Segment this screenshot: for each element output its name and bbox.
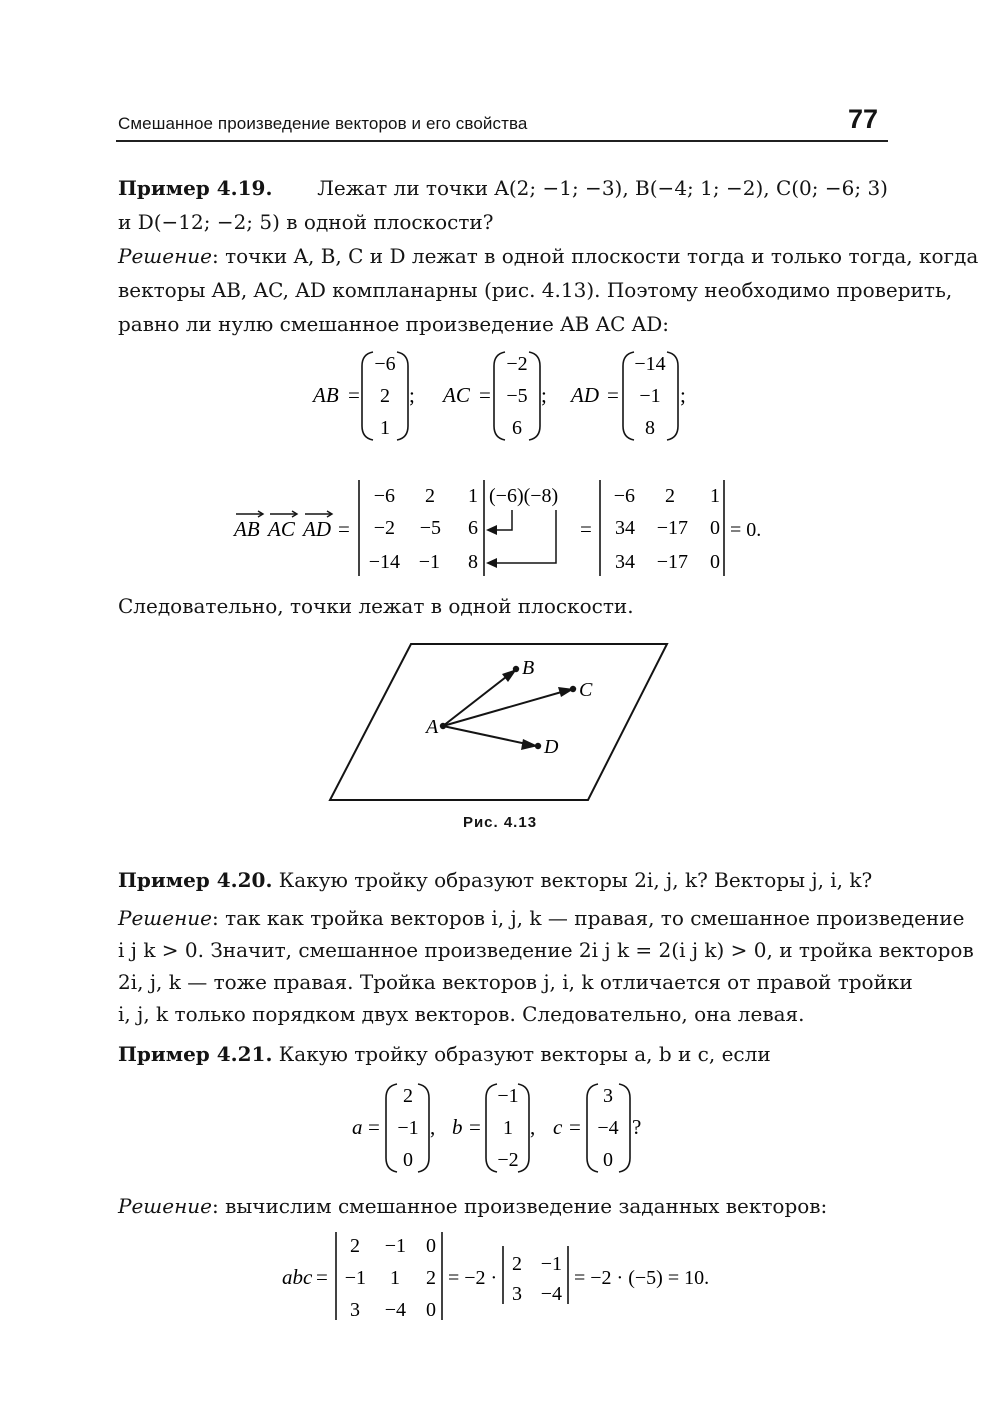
- vec-c-y: −4: [597, 1117, 619, 1139]
- minor-cell: 2: [512, 1253, 522, 1275]
- det2-cell: −17: [656, 517, 688, 539]
- example-419-label: Пример 4.19.: [118, 176, 273, 200]
- det-cell: 0: [426, 1299, 436, 1321]
- vec-ad-x: −14: [634, 353, 666, 375]
- semicolon: ;: [680, 383, 686, 407]
- det-cell: 0: [426, 1235, 436, 1257]
- det2-cell: 1: [710, 485, 720, 507]
- vector-lines: [443, 670, 572, 746]
- solution-label: Решение: [118, 906, 212, 930]
- solution-label: Решение: [118, 1194, 212, 1218]
- eq-sign: =: [607, 383, 619, 407]
- example-420-solution-l2: i j k > 0. Значит, смешанное произведение 2i j k = 2(i j k) > 0, и тройка векторов: [118, 938, 974, 962]
- det2-cell: 34: [615, 517, 635, 539]
- eq-sign: =: [580, 517, 592, 541]
- minor-cell: −1: [540, 1253, 562, 1275]
- example-419-question-l1: Лежат ли точки A(2; −1; −3), B(−4; 1; −2), C(0; −6; 3): [317, 176, 888, 200]
- det-cell: −14: [368, 551, 400, 573]
- solution-label: Решение: [118, 244, 212, 268]
- comma: ,: [430, 1115, 436, 1139]
- example-421-determinant: [0, 1226, 1000, 1326]
- vec-ad-name: AD: [571, 383, 599, 407]
- point-a-dot: [440, 723, 446, 729]
- det-cell: 2: [350, 1235, 360, 1257]
- vec-ab-y: 2: [380, 385, 390, 407]
- example-420-label: Пример 4.20.: [118, 868, 273, 892]
- det-vec-ab: AB: [234, 517, 260, 541]
- det-lhs: abc: [282, 1265, 313, 1289]
- minor-cell: 3: [512, 1283, 522, 1305]
- vec-ac-z: 6: [512, 417, 522, 439]
- semicolon: ;: [409, 383, 415, 407]
- det-cell: 1: [468, 485, 478, 507]
- det-cell: −1: [418, 551, 440, 573]
- vec-a-x: 2: [403, 1085, 413, 1107]
- point-b-dot: [513, 666, 519, 672]
- arrow-heads: [486, 525, 497, 568]
- point-d-dot: [535, 743, 541, 749]
- vector-arrowheads: [502, 669, 574, 750]
- vec-c-name: c: [553, 1115, 563, 1139]
- figure-caption: Рис. 4.13: [462, 814, 538, 831]
- vec-b-z: −2: [497, 1149, 519, 1171]
- point-c-label: C: [579, 679, 593, 701]
- example-420-solution-l1: [118, 906, 965, 930]
- minor-cell: −4: [540, 1283, 562, 1305]
- semicolon: ;: [541, 383, 547, 407]
- comma: ,: [530, 1115, 536, 1139]
- vec-ac-name: AC: [443, 383, 470, 407]
- vec-c-z: 0: [603, 1149, 613, 1171]
- det-multipliers: (−6)(−8): [489, 485, 559, 507]
- running-title: Смешанное произведение векторов и его свойства: [118, 114, 528, 133]
- det-cell: 6: [468, 517, 478, 539]
- vec-b-y: 1: [503, 1117, 513, 1139]
- point-b-label: B: [522, 657, 535, 679]
- example-420-text: Какую тройку образуют векторы 2i, j, k? Векторы j, i, k?: [278, 868, 873, 892]
- minor-coef: = −2 ·: [448, 1267, 498, 1289]
- page-number: 77: [848, 104, 879, 134]
- det-cell: −1: [384, 1235, 406, 1257]
- solution-text: : вычислим смешанное произведение заданных векторов:: [211, 1194, 828, 1218]
- example-419-determinant: [0, 474, 1000, 584]
- vec-ab-z: 1: [380, 417, 390, 439]
- question-mark: ?: [632, 1115, 642, 1139]
- det2-cell: 0: [710, 517, 720, 539]
- example-421-solution-l1: [118, 1194, 888, 1218]
- det-cell: 3: [350, 1299, 360, 1321]
- eq-sign: =: [338, 517, 350, 541]
- det-cell: −6: [373, 485, 395, 507]
- vec-b-name: b: [452, 1115, 463, 1139]
- det-cell: 1: [390, 1267, 400, 1289]
- example-421-vectors: [0, 1076, 1000, 1176]
- det-result: = 0.: [730, 519, 762, 541]
- solution-text: : точки A, B, C и D лежат в одной плоскости тогда и только тогда, когда: [211, 244, 979, 268]
- vec-c-x: 3: [603, 1085, 613, 1107]
- vec-ad-y: −1: [639, 385, 661, 407]
- vec-ac-x: −2: [506, 353, 528, 375]
- det-cell: −4: [384, 1299, 406, 1321]
- eq-sign: =: [569, 1115, 581, 1139]
- vec-b-x: −1: [497, 1085, 519, 1107]
- eq-sign: =: [348, 383, 360, 407]
- example-419-solution-l2: векторы AB, AC, AD компланарны (рис. 4.13). Поэтому необходимо проверить,: [118, 278, 953, 302]
- example-419-conclusion: Следовательно, точки лежат в одной плоскости.: [118, 594, 634, 618]
- example-419-solution-l3: равно ли нулю смешанное произведение AB AC AD:: [118, 312, 670, 336]
- vec-a-z: 0: [403, 1149, 413, 1171]
- example-419-solution-l1: [118, 244, 979, 268]
- eq-sign: =: [316, 1265, 328, 1289]
- det-vec-ad: AD: [303, 517, 331, 541]
- point-a-label: A: [426, 716, 439, 738]
- solution-text: : так как тройка векторов i, j, k — правая, то смешанное произведение: [211, 906, 965, 930]
- example-421-question: [118, 1042, 888, 1066]
- vec-a-name: a: [352, 1115, 363, 1139]
- det2-cell: 34: [615, 551, 635, 573]
- eq-sign: =: [469, 1115, 481, 1139]
- example-419-vectors: [0, 340, 1000, 450]
- example-421-label: Пример 4.21.: [118, 1042, 273, 1066]
- example-419-line-1: [118, 176, 888, 200]
- vec-ad-z: 8: [645, 417, 655, 439]
- example-420-solution-l4: i, j, k только порядком двух векторов. Следовательно, она левая.: [118, 1002, 805, 1026]
- det2-cell: −17: [656, 551, 688, 573]
- vec-ac-y: −5: [506, 385, 528, 407]
- example-421-text: Какую тройку образуют векторы a, b и c, если: [278, 1042, 771, 1066]
- det-cell: 8: [468, 551, 478, 573]
- vec-ab-name: AB: [313, 383, 339, 407]
- det-result: = −2 · (−5) = 10.: [574, 1267, 710, 1289]
- det2-cell: 2: [665, 485, 675, 507]
- det-vec-ac: AC: [268, 517, 295, 541]
- eq-sign: =: [479, 383, 491, 407]
- eq-sign: =: [368, 1115, 380, 1139]
- figure-4-13: [320, 636, 680, 808]
- plane-parallelogram: [330, 644, 667, 800]
- det-cell: −2: [373, 517, 395, 539]
- example-420-solution-l3: 2i, j, k — тоже правая. Тройка векторов j, i, k отличается от правой тройки: [118, 970, 913, 994]
- det-cell: 2: [425, 485, 435, 507]
- det2-cell: 0: [710, 551, 720, 573]
- row-op-arrows: [490, 510, 556, 563]
- header-rule: [116, 140, 888, 142]
- example-420-question: [118, 868, 888, 892]
- det-cell: 2: [426, 1267, 436, 1289]
- det-cell: −5: [419, 517, 441, 539]
- det-cell: −1: [344, 1267, 366, 1289]
- det2-cell: −6: [613, 485, 635, 507]
- point-c-dot: [570, 686, 576, 692]
- vec-a-y: −1: [397, 1117, 419, 1139]
- vec-ab-x: −6: [374, 353, 396, 375]
- point-d-label: D: [544, 736, 559, 758]
- example-419-question-l2: и D(−12; −2; 5) в одной плоскости?: [118, 210, 494, 234]
